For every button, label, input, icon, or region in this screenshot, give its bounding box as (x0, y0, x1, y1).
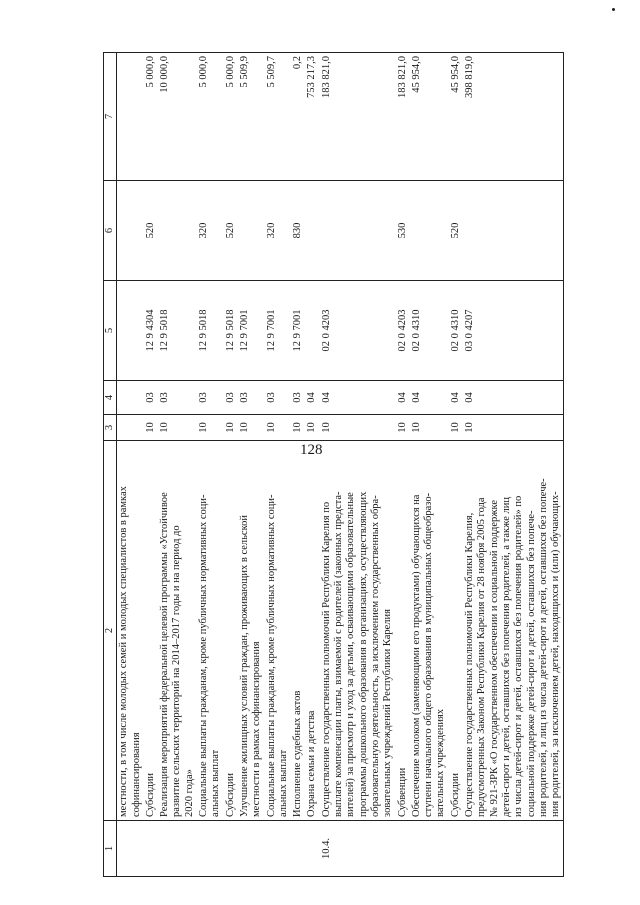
description-line: программы дошкольного образования в организациях, осуществляющих (357, 491, 369, 817)
table-row (305, 53, 319, 877)
description-line: Реализация мероприятий федеральной целевой программы «Устойчивое (159, 492, 171, 817)
description-cell (117, 441, 144, 821)
description-line: социальной поддержке детей-сирот и детей, оставшихся без попече- (525, 510, 537, 817)
table-row (291, 53, 305, 877)
amount-cell: 45 954,0 (449, 53, 463, 181)
target-article-cell (305, 281, 319, 381)
description-cell (305, 441, 319, 821)
subsection-code-cell: 03 (197, 381, 224, 415)
description-line: Осуществление государственных полномочий Республики Карелия, (464, 512, 476, 817)
description-line: 2020 года» (183, 769, 195, 817)
description-line: вательных учреждениях (435, 708, 447, 817)
description-line: из числа детей-сирот и детей, оставшихся без попечения родителей» по (513, 495, 525, 817)
description-cell (291, 441, 305, 821)
subsection-code-cell (117, 381, 144, 415)
section-number-cell (265, 821, 292, 877)
description-cell (197, 441, 224, 821)
amount-cell: 5 509,9 (238, 53, 265, 181)
column-header: 1 (104, 821, 117, 877)
table-row (158, 53, 197, 877)
target-article-cell: 02 0 4310 (449, 281, 463, 381)
amount-cell: 183 821,0 (396, 53, 410, 181)
amount-cell: 10 000,0 (158, 53, 197, 181)
subsection-code-cell: 04 (410, 381, 449, 415)
description-cell (144, 441, 158, 821)
description-line: вителей) за присмотр и уход за детьми, осваивающими образовательные (345, 492, 357, 817)
section-number-cell (396, 821, 410, 877)
description-cell (158, 441, 197, 821)
amount-cell: 45 954,0 (410, 53, 449, 181)
expense-type-cell (463, 181, 564, 281)
budget-table (103, 52, 564, 877)
description-line: Охрана семьи и детства (306, 710, 318, 817)
rotated-table-area (103, 53, 640, 877)
target-article-cell: 02 0 4203 (396, 281, 410, 381)
description-line: ния родителей, и лиц из числа детей-сирот и детей, оставшихся без попече- (537, 478, 549, 817)
chapter-code-cell: 10 (396, 415, 410, 441)
description-line: развитие сельских территорий на 2014–2017 годы и на период до (171, 525, 183, 817)
target-article-cell: 12 9 7001 (265, 281, 292, 381)
column-number-row (104, 53, 117, 877)
expense-type-cell: 520 (224, 181, 238, 281)
chapter-code-cell (117, 415, 144, 441)
expense-type-cell: 320 (197, 181, 224, 281)
description-line: софинансирования (130, 732, 142, 817)
chapter-code-cell: 10 (265, 415, 292, 441)
description-line: местности в рамках софинансирования (251, 641, 263, 817)
description-line: образовательную деятельность, за исключением государственных обра- (369, 495, 381, 817)
subsection-code-cell: 03 (265, 381, 292, 415)
target-article-cell: 02 0 4203 (320, 281, 396, 381)
section-number-cell (463, 821, 564, 877)
description-line: Улучшение жилищных условий граждан, проживающих в сельской (238, 514, 250, 817)
target-article-cell: 12 9 5018 (197, 281, 224, 381)
amount-cell: 5 000,0 (144, 53, 158, 181)
target-article-cell: 12 9 5018 (158, 281, 197, 381)
description-line: Субсидии (224, 772, 236, 817)
amount-cell: 398 819,0 (463, 53, 564, 181)
table-row (320, 53, 396, 877)
amount-cell: 5 509,7 (265, 53, 292, 181)
expense-type-cell (410, 181, 449, 281)
chapter-code-cell: 10 (158, 415, 197, 441)
section-number-cell (305, 821, 319, 877)
section-number-cell (158, 821, 197, 877)
chapter-code-cell: 10 (305, 415, 319, 441)
expense-type-cell: 520 (144, 181, 158, 281)
description-line: № 921-ЗРК «О государственном обеспечении и социальной поддержке (488, 499, 500, 817)
description-line: ния родителей, за исключением детей, находящихся и (или) обучающих- (550, 491, 562, 817)
description-line: Обеспечение молоком (заменяющими его продуктами) обучающихся на (410, 494, 422, 817)
expense-type-cell: 320 (265, 181, 292, 281)
section-number-cell (117, 821, 144, 877)
chapter-code-cell: 10 (224, 415, 238, 441)
chapter-code-cell: 10 (291, 415, 305, 441)
description-line: зовательных учреждений Республики Карелия (382, 609, 394, 817)
expense-type-cell (320, 181, 396, 281)
description-line: детей-сирот и детей, оставшихся без попечения родителей, а также лиц (500, 497, 512, 817)
amount-cell: 5 000,0 (224, 53, 238, 181)
section-number-cell (449, 821, 463, 877)
expense-type-cell: 520 (449, 181, 463, 281)
subsection-code-cell: 04 (396, 381, 410, 415)
section-number-cell (144, 821, 158, 877)
column-header: 3 (104, 415, 117, 441)
description-line: Субсидии (144, 772, 156, 817)
subsection-code-cell: 04 (449, 381, 463, 415)
scan-speck (612, 8, 615, 11)
target-article-cell: 02 0 4310 (410, 281, 449, 381)
section-number-cell (224, 821, 238, 877)
description-cell (265, 441, 292, 821)
chapter-code-cell: 10 (197, 415, 224, 441)
table-body (117, 53, 564, 877)
description-cell (320, 441, 396, 821)
expense-type-cell (158, 181, 197, 281)
subsection-code-cell: 04 (305, 381, 319, 415)
target-article-cell (117, 281, 144, 381)
description-line: Социальные выплаты гражданам, кроме публичных нормативных соци- (198, 494, 210, 817)
section-number-cell (410, 821, 449, 877)
table-row (197, 53, 224, 877)
description-cell (463, 441, 564, 821)
subsection-code-cell: 03 (158, 381, 197, 415)
chapter-code-cell: 10 (463, 415, 564, 441)
chapter-code-cell: 10 (410, 415, 449, 441)
chapter-code-cell: 10 (320, 415, 396, 441)
chapter-code-cell: 10 (238, 415, 265, 441)
description-line: предусмотренных Законом Республики Карелия от 28 ноября 2005 года (476, 497, 488, 817)
subsection-code-cell: 03 (224, 381, 238, 415)
description-line: Социальные выплаты гражданам, кроме публичных нормативных соци- (265, 494, 277, 817)
expense-type-cell (117, 181, 144, 281)
description-cell (449, 441, 463, 821)
description-line: альных выплат (277, 749, 289, 817)
subsection-code-cell: 04 (320, 381, 396, 415)
description-line: Исполнение судебных актов (292, 690, 304, 817)
table-row (265, 53, 292, 877)
amount-cell (117, 53, 144, 181)
target-article-cell: 12 9 4304 (144, 281, 158, 381)
description-line: альных выплат (210, 749, 222, 817)
amount-cell: 5 000,0 (197, 53, 224, 181)
table-row (396, 53, 410, 877)
chapter-code-cell: 10 (449, 415, 463, 441)
page-number: 128 (300, 442, 323, 458)
description-line: выплате компенсации платы, взимаемой с родителей (законных предста- (333, 491, 345, 817)
expense-type-cell: 530 (396, 181, 410, 281)
description-cell (224, 441, 238, 821)
description-line: ступени начального общего образования в муниципальных общеобразо- (423, 492, 435, 817)
target-article-cell: 12 9 5018 (224, 281, 238, 381)
table-row (238, 53, 265, 877)
section-number-cell: 10.4. (320, 821, 396, 877)
description-cell (238, 441, 265, 821)
amount-cell: 753 217,3 (305, 53, 319, 181)
table-row (117, 53, 144, 877)
section-number-cell (197, 821, 224, 877)
target-article-cell: 12 9 7001 (291, 281, 305, 381)
expense-type-cell: 830 (291, 181, 305, 281)
column-header: 5 (104, 281, 117, 381)
description-line: местности, в том числе молодых семей и молодых специалистов в рамках (118, 486, 130, 817)
description-line: Субвенции (396, 767, 408, 817)
table-row (449, 53, 463, 877)
table-row (463, 53, 564, 877)
subsection-code-cell: 03 (291, 381, 305, 415)
description-cell (396, 441, 410, 821)
column-header: 6 (104, 181, 117, 281)
target-article-cell: 03 0 4207 (463, 281, 564, 381)
expense-type-cell (305, 181, 319, 281)
subsection-code-cell: 03 (144, 381, 158, 415)
table-row (144, 53, 158, 877)
description-cell (410, 441, 449, 821)
chapter-code-cell: 10 (144, 415, 158, 441)
amount-cell: 183 821,0 (320, 53, 396, 181)
table-row (410, 53, 449, 877)
column-header: 2 (104, 441, 117, 821)
subsection-code-cell: 04 (463, 381, 564, 415)
target-article-cell: 12 9 7001 (238, 281, 265, 381)
description-line: Субсидии (449, 772, 461, 817)
section-number-cell (238, 821, 265, 877)
column-header: 4 (104, 381, 117, 415)
table-row (224, 53, 238, 877)
subsection-code-cell: 03 (238, 381, 265, 415)
section-number-cell (291, 821, 305, 877)
amount-cell: 0,2 (291, 53, 305, 181)
expense-type-cell (238, 181, 265, 281)
column-header: 7 (104, 53, 117, 181)
description-line: Осуществление государственных полномочий Республики Карелия по (320, 501, 332, 817)
